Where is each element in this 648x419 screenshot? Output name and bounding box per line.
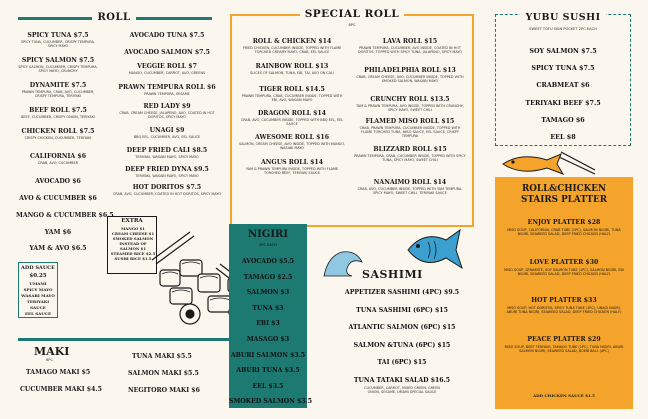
menu-item-name: DYNAMITE $7.5	[29, 82, 87, 89]
yubu-item: CRABMEAT $6	[536, 81, 590, 90]
add-sauce-item: EEL SAUCE	[24, 311, 51, 316]
add-sauce-item: TERIYAKI SAUCE	[26, 299, 50, 310]
menu-item-name: MANGO & CUCUMBER $6.5	[16, 212, 114, 219]
menu-item-desc: CRISPY CHICKEN, CUCUMBER, TERIYAKI	[24, 136, 92, 140]
platter-item-name: LOVE PLATTER $30	[529, 259, 599, 266]
special-roll-title: SPECIAL ROLL	[300, 8, 404, 20]
roll-title: ROLL	[97, 12, 131, 23]
add-sauce-item: SPICY MAYO	[23, 287, 53, 292]
add-sauce-item: UMAMI	[29, 281, 47, 286]
yubu-item: TERIYAKI BEEF $7.5	[525, 98, 601, 107]
platter-item-desc: MISO SOUP, DYNAMITE, SOY SALMON TUBE (1PC), SALMON NIGIRI, EBI NIGIRI, SEAWEED SALAD, DEEP FRIED CHICKEN (HALF)	[504, 268, 624, 277]
platter-item-desc: MISO SOUP, HOT DORITOS, SPICY TUNA TUBE (1PC), UNAGI NIGIRI, ABURI TUNA NIGIRI, SEAWEED SALAD, DEEP FRIED CHICKEN (HALF)	[506, 306, 622, 315]
menu-item-name: RAINBOW ROLL $13	[255, 63, 329, 70]
menu-item-name: AVOCADO TUNA $7.5	[129, 32, 205, 39]
menu-item-desc: PRAWN TEMPURA, CRAB, CUCUMBER INSIDE, TOPPED WITH EBI, AVO, WASABI MAYO	[241, 94, 343, 103]
menu-item-desc: CRAB, PRAWN TEMPURA, CUCUMBER INSIDE, TOPPED WITH FLAME TORCHED TUNA, MISO SAUCE, EEL SAUCE, CRISPY TEMPURA	[359, 126, 461, 139]
menu-item-name: ANGUS ROLL $14	[260, 159, 324, 166]
add-sauce-title: ADD SAUCE	[21, 265, 55, 271]
extra-item: SMOKED SALMON INSTEAD OF SALMON $1	[112, 236, 154, 251]
special-roll-sub: 8PC	[348, 23, 356, 27]
menu-item-name: BEEF ROLL $7.5	[29, 107, 87, 114]
maki-item-4: NEGITORO MAKI $6	[128, 387, 200, 394]
yubu-item: TAMAGO $6	[541, 115, 585, 124]
nigiri-panel	[229, 224, 313, 408]
add-sauce-item: WASABI MAYO	[21, 293, 55, 298]
platter-item-name: PEACE PLATTER $29	[527, 336, 601, 343]
menu-item-desc: SPICY TUNA, CUCUMBER, CRISPY TEMPURA, SPICY MAYO	[20, 40, 96, 49]
menu-item-desc: PRAWN TEMPURA, CUCUMBER, AVO INSIDE, COATED IN HOT DORITOS, TOPPED WITH SPICY TUNA, JALAPENO, SPICY MAYO	[358, 46, 462, 55]
sashimi-item: ATLANTIC SALMON (6PC) $15	[348, 324, 456, 332]
sashimi-title: SASHIMI	[362, 268, 423, 281]
menu-item-name: YAM & AVO $6.5	[29, 245, 87, 252]
sashimi-item: TUNA TATAKI SALAD $16.5	[353, 377, 451, 384]
menu-item-name: UNAGI $9	[149, 127, 185, 134]
platter-item-name: HOT PLATTER $33	[531, 297, 597, 304]
menu-item-desc: CRAB, AVO, CUCUMBER INSIDE, TOPPED WITH YAM TEMPURA, SPICY MAYO, SWEET CHILI, TERIYAKI SAUCE	[357, 187, 463, 196]
menu-item-name: AVOCADO SALMON $7.5	[124, 49, 210, 56]
menu-item-desc: TAM & PRAWN TEMPURA, AVO INSIDE, TOPPED WITH CRUNCHY, SPICY MAYO, SWEET CHILI	[356, 104, 464, 113]
nigiri-item: MASAGO $3	[246, 336, 290, 343]
menu-item-name: RED LADY $9	[143, 103, 191, 110]
menu-item-desc: TERIYAKI, WASABI MAYO, SPICY MAYO	[135, 174, 199, 178]
menu-item-name: SPICY SALMON $7.5	[21, 57, 95, 64]
maki-item-1: CUCUMBER MAKI $4.5	[20, 386, 102, 393]
menu-item-name: TIGER ROLL $14.5	[259, 86, 325, 93]
yubu-item: SOY SALMON $7.5	[529, 47, 597, 55]
menu-item-name: AWESOME ROLL $16	[254, 134, 330, 141]
nigiri-item: SALMON $3	[246, 289, 290, 297]
menu-item-name: BLIZZARD ROLL $15	[373, 146, 447, 153]
menu-item-desc: PRAWN TEMPURA, CRAB, AVO, CUCUMBER, CRISPY TEMPURA, TERIYAKI	[21, 90, 95, 99]
menu-item-name: ROLL & CHICKEN $14	[252, 38, 332, 45]
add-sauce-box	[18, 262, 58, 318]
extra-item: CREAM CHEESE $1	[111, 231, 155, 236]
fish-chopsticks-illustration	[497, 148, 597, 178]
yubu-item: EEL $8	[550, 133, 576, 141]
nigiri-title: NIGIRI	[247, 229, 289, 240]
menu-item-desc: CRAB, AVO, CUCUMBER	[37, 161, 79, 165]
platter-item-desc: MISO SOUP, BEEF TERIYAKI, TAMAGO TUBE (1PC), TUNA NIGIRI, ABURI SALMON NIGIRI, SEAWEED SALAD, BOMB BALL (4PC)	[504, 345, 624, 354]
menu-item-desc: MANGO, CUCUMBER, CARROT, AVO, GREENS	[128, 71, 206, 75]
menu-item-desc: FRIED CHICKEN, CUCUMBER INSIDE, TOPPED WITH FLAME TORCHED CREAMY MAYO, CRAB, EEL SAUCE	[242, 46, 342, 55]
menu-item-desc: CRAB, AVO, CUCUMBER INSIDE, TOPPED WITH BBQ EEL, EEL SAUCE	[240, 118, 344, 127]
yubu-sub: SWEET TOFU SKIN POCKET 2PC EACH	[529, 27, 597, 31]
menu-item-name: YAM $6	[44, 229, 72, 236]
nigiri-item: TAMAGO $2.5	[243, 273, 293, 281]
roll-rule-left	[18, 17, 92, 20]
menu-item-name: LAVA ROLL $15	[382, 38, 438, 45]
menu-item-desc: BEEF, CUCUMBER, CRISPY ONION, TERIYAKI	[21, 115, 95, 119]
sashimi-item: APPETIZER SASHIMI (4PC) $9.5	[344, 289, 460, 296]
menu-item-name: NANAIMO ROLL $14	[373, 179, 447, 186]
nigiri-item: EBI $3	[256, 320, 280, 328]
menu-item-name: DEEP FRIED CALI $8.5	[126, 147, 208, 154]
menu-item-name: CALIFORNIA $6	[29, 153, 86, 160]
menu-item-name: DEEP FRIED DYNA $9.5	[125, 166, 209, 173]
roll-rule-right	[136, 17, 212, 20]
sashimi-item: SALMON &TUNA (6PC) $15	[353, 341, 451, 349]
sashimi-tataki-desc: CUCUMBER, CARROT, MIXED GREEN, GREEN ONION, SESAME, UMAMI SPECIAL SAUCE	[364, 386, 440, 395]
menu-item-desc: CRAB, CREAM CHEESE, AVO, CUCUMBER INSIDE, TOPPED WITH SMOKED SALMON, WASABI MAYO	[356, 75, 464, 84]
menu-item-name: AVOCADO $6	[35, 178, 81, 185]
menu-item-desc: SPICY SALMON, CUCUMBER, CRISPY TEMPURA, SPICY MAYO, CRUNCHY	[18, 65, 98, 74]
menu-item-desc: SLICES OF SALMON, TUNA, EBI, TAI, AVO ON CALI	[250, 71, 334, 75]
platter-item-desc: MISO SOUP, CALIFORNIA, CRAB TUBE (1PC), SALMON NIGIRI, TUNA NIGIRI, SEAWEED SALAD, DEEP FRIED CHICKEN (HALF)	[507, 228, 621, 237]
fish-illustration	[404, 226, 464, 272]
yubu-sushi-box	[495, 14, 631, 146]
nigiri-sub: 2PC EACH	[259, 243, 277, 247]
menu-item-name: PHILADELPHIA ROLL $13	[364, 67, 456, 74]
nigiri-item: ABURI SALMON $3.5	[230, 351, 306, 359]
maki-item-3: SALMON MAKI $5.5	[128, 370, 199, 377]
sashimi-item: TUNA SASHIMI (6PC) $15	[356, 306, 448, 314]
menu-item-name: HOT DORITOS $7.5	[132, 184, 202, 191]
menu-item-name: SPICY TUNA $7.5	[27, 32, 89, 39]
menu-item-name: VEGGIE ROLL $7	[137, 63, 197, 70]
menu-item-desc: CRAB, AVO, CUCUMBER, COATED IN HOT DORITOS, SPICY MAYO	[113, 192, 221, 196]
platter-item-name: ENJOY PLATTER $28	[527, 219, 601, 226]
wave-illustration	[322, 246, 364, 280]
nigiri-item: EEL $3.5	[252, 382, 284, 390]
menu-item-desc: PRAWN TEMPURA, SESAME	[144, 92, 190, 96]
menu-item-desc: TERIYAKI, WASABI MAYO, SPICY MAYO	[135, 155, 199, 159]
maki-title: MAKI	[34, 345, 70, 358]
menu-item-desc: PRAWN TEMPURA, CRAB, CUCUMBER INSIDE, TOPPED WITH SPICY TUNA, SPICY MAYO, SWEET CHILI	[354, 154, 466, 163]
menu-item-name: DRAGON ROLL $14	[257, 110, 327, 117]
menu-item-name: CHICKEN ROLL $7.5	[21, 128, 95, 135]
add-sauce-list	[19, 281, 57, 317]
extra-item: MANGO $1	[121, 226, 145, 231]
nigiri-item: SMOKED SALMON $3.5	[229, 398, 313, 406]
extra-title: EXTRA	[121, 218, 143, 224]
sashimi-item: TAI (6PC) $15	[377, 359, 427, 367]
menu-item-desc: BBQ EEL, CUCUMBER, AVO, EEL SAUCE	[133, 135, 201, 139]
menu-item-name: CRUNCHY ROLL $13.5	[370, 96, 450, 103]
menu-item-name: FLAMED MISO ROLL $15	[365, 118, 455, 125]
yubu-item: SPICY TUNA $7.5	[531, 64, 595, 73]
yubu-title: YUBU SUSHI	[520, 12, 606, 23]
add-sauce-price: $0.25	[29, 273, 47, 279]
maki-item-0: TAMAGO MAKI $5	[26, 369, 91, 376]
maki-sub: 6PC	[46, 358, 53, 362]
platter-footer: ADD CHICKEN SAUCE $1.5	[533, 393, 595, 398]
menu-item-name: AVO & CUCUMBER $6	[19, 195, 97, 202]
extra-item: STEAMED RICE $2.5	[110, 251, 156, 256]
platter-title: ROLL&CHICKEN STAIRS PLATTER	[520, 184, 608, 205]
menu-item-name: PRAWN TEMPURA ROLL $6	[118, 84, 216, 91]
platter-panel	[495, 177, 633, 409]
nigiri-item: AVOCADO $5.5	[241, 258, 295, 265]
maki-item-2: TUNA MAKI $5.5	[132, 353, 192, 360]
menu-item-desc: CRAB, CREAM CHEESE, JALAPENO, AVO, COATED IN HOT DORITOS, SPICY MAYO	[119, 111, 215, 120]
nigiri-item: ABURI TUNA $3.5	[236, 367, 300, 375]
extra-item: SUSHI RICE $1.5	[114, 256, 152, 261]
menu-item-desc: YAM & PRAWN TEMPURA INSIDE, TOPPED WITH FLAME TORCHED BEEF, TERIYAKI SAUCE	[245, 167, 339, 176]
nigiri-item: TUNA $3	[252, 304, 284, 312]
menu-item-desc: SALMON, CREAM CHEESE, AVO INSIDE, TOPPED WITH MANGO, WASABI MAYO	[238, 142, 346, 151]
